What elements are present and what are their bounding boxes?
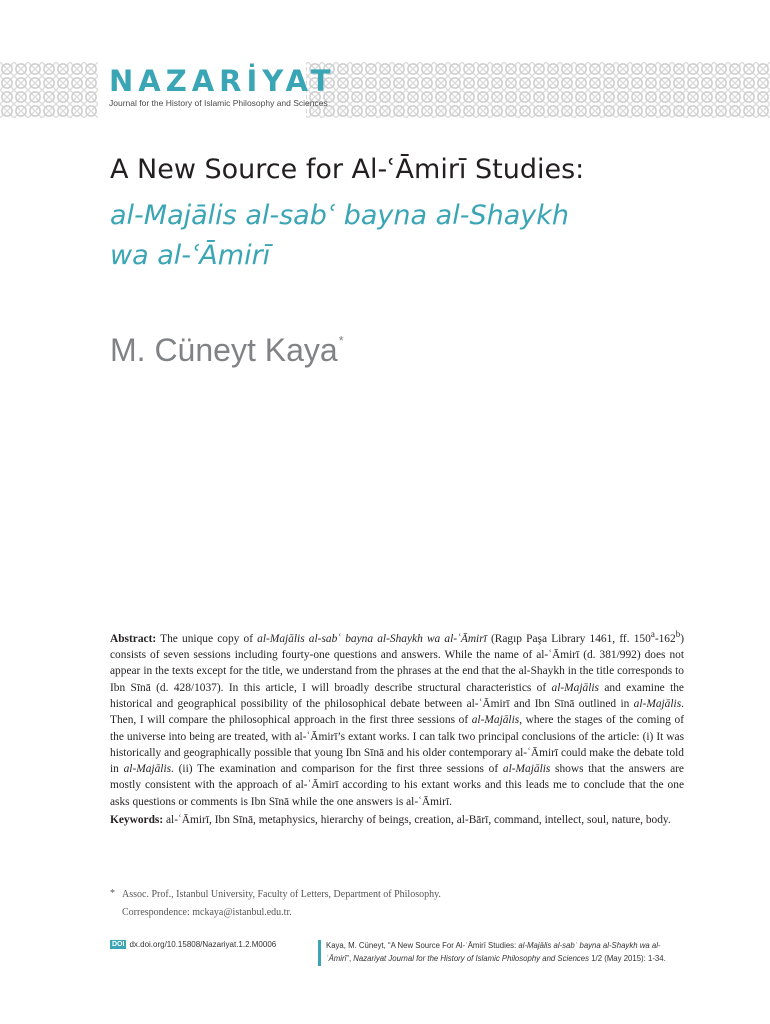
doi-line (110, 940, 276, 949)
citation (326, 939, 671, 965)
article-title: A New Source for Al-ʿĀmirī Studies: (110, 154, 585, 185)
abstract-text: and examine the historical and geographical possibility of the philosophical debate between al-ʿĀmirī and Ibn Sīnā outlined in (110, 681, 684, 710)
footnote-correspondence: Correspondence: mckaya@istanbul.edu.tr. (122, 907, 292, 918)
citation-text: 1/2 (May 2015): 1-34. (589, 954, 666, 963)
journal-logo: NAZARİYAT (109, 64, 336, 98)
keywords (110, 812, 684, 828)
author-footnote-mark: * (338, 333, 344, 348)
citation-italic-title: al-Majālis al-sabʿ bayna al-Shaykh wa al-ʿĀmirī (326, 941, 661, 963)
abstract-text: . Then, I will compare the philosophical approach in the first three sessions of (110, 697, 684, 727)
author-name (110, 332, 344, 369)
article-subtitle-line-1: al-Majālis al-sabʿ bayna al-Shaykh (110, 200, 569, 231)
abstract-text: ) consists of seven sessions including fourty-one questions and answers. While the name of al-ʿĀmirī (d. 381/992) does not appear in the texts except for the title, we understand from the phrases at the end that the al-Shaykh in the title corresponds to Ibn Sīnā (d. 428/1037). In this article, I will broadly describe structural characteristics of (110, 632, 684, 694)
abstract-italic-term: al-Majālis (123, 763, 172, 776)
abstract-text: The unique copy of (156, 632, 258, 645)
journal-subtitle: Journal for the History of Islamic Philosophy and Sciences (109, 98, 328, 108)
abstract-superscript: a (650, 629, 655, 639)
keywords-label: Keywords: (110, 814, 164, 826)
abstract-text: , where the stages of the coming of the universe into being are treated, with al-ʿĀmirī’s extant works. I can talk two principal conclusions of the article: (i) It was historically and geographically possible that young Ibn Sīnā and his older contemporary al-ʿĀmirī could make the debate told in (110, 714, 684, 776)
citation-journal: Nazariyat Journal for the History of Islamic Philosophy and Sciences (353, 954, 590, 963)
abstract-italic-term: al-Majālis (502, 763, 551, 776)
footnote-mark: * (110, 888, 115, 899)
article-subtitle-line-2: wa al-ʿĀmirī (110, 240, 271, 271)
abstract-superscript: b (675, 629, 681, 639)
citation-text: Kaya, M. Cüneyt, “A New Source For Al-ʿĀmirī Studies: (326, 941, 519, 950)
abstract-text: shows that the answers are mostly consistent with the approach of al-ʿĀmirī according to his extant works and this leads me to conclude that the one asks questions or comments is Ibn Sīnā while the one answers is al-ʿĀmirī. (110, 763, 684, 808)
abstract-text: -162 (654, 632, 676, 645)
keywords-text: al-ʿĀmirī, Ibn Sīnā, metaphysics, hierarchy of beings, creation, al-Bārī, command, intellect, soul, nature, body. (163, 814, 671, 826)
abstract-label: Abstract: (110, 632, 157, 645)
author-name-text: M. Cüneyt Kaya (110, 332, 338, 368)
abstract-italic-term: al-Majālis (551, 681, 599, 694)
article-subtitle (110, 196, 670, 276)
citation-text: ”, (346, 954, 354, 963)
footnote-affiliation: Assoc. Prof., Istanbul University, Faculty of Letters, Department of Philosophy. (122, 889, 441, 900)
abstract-italic-term: al-Majālis (471, 714, 520, 727)
abstract (110, 626, 684, 810)
citation-accent-bar (318, 940, 321, 966)
abstract-text: . (ii) The examination and comparison for the first three sessions of (171, 763, 503, 776)
abstract-italic-term: al-Majālis (633, 697, 682, 710)
abstract-text: (Ragıp Paşa Library 1461, ff. 150 (486, 632, 651, 645)
abstract-italic-title: al-Majālis al-sabʿ bayna al-Shaykh wa al-ʿĀmirī (257, 632, 487, 645)
doi-link[interactable]: dx.doi.org/10.15808/Nazariyat.1.2.M0006 (129, 940, 277, 949)
doi-badge: DOI (112, 941, 125, 948)
